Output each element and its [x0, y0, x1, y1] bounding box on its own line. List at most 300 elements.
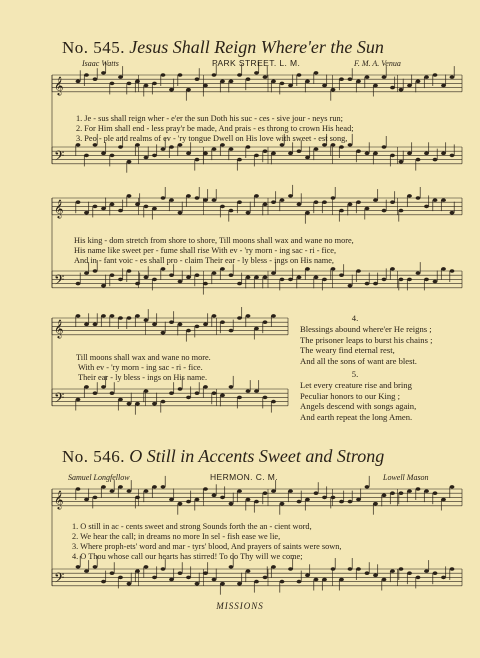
note-head [110, 391, 115, 395]
note-head [169, 198, 174, 202]
note-head [263, 396, 268, 400]
note-head [297, 149, 302, 153]
note-head [144, 276, 149, 280]
note-head [433, 280, 438, 284]
note-head [322, 496, 327, 500]
note-head [399, 567, 404, 571]
note-head [382, 578, 387, 582]
note-head [297, 203, 302, 207]
note-head [127, 489, 132, 493]
note-head [373, 502, 378, 506]
note-head [127, 316, 132, 320]
note-head [450, 75, 455, 79]
note-head [203, 323, 208, 327]
note-head [424, 75, 429, 79]
note-head [331, 267, 336, 271]
note-head [127, 269, 132, 273]
clef: 𝄢 [54, 389, 65, 409]
hymn-546-tune: HERMON. C. M. [210, 472, 279, 482]
note-head [84, 385, 89, 389]
clef: 𝄞 [54, 318, 64, 338]
note-head [101, 385, 106, 389]
note-head [373, 198, 378, 202]
note-head [365, 207, 370, 211]
note-head [280, 82, 285, 86]
note-head [186, 396, 191, 400]
note-head [246, 145, 251, 149]
clef: 𝄢 [54, 271, 65, 291]
hymn-545-s1-line2: 2. For Him shall end - less pray'r be made, And prais - es throng to crown His head; [76, 124, 354, 133]
hymn-546-line4: 4. O Thou whose call our hearts has stirred! To do Thy will we come; [72, 552, 303, 561]
note-head [356, 498, 361, 502]
note-head [441, 498, 446, 502]
note-head [356, 149, 361, 153]
note-head [407, 278, 412, 282]
note-head [331, 496, 336, 500]
hymn-545-stanza-5 [300, 369, 416, 423]
note-head [382, 278, 387, 282]
note-head [127, 82, 132, 86]
note-head [178, 387, 183, 391]
note-head [118, 145, 123, 149]
note-head [152, 154, 157, 158]
note-head [212, 578, 217, 582]
note-head [314, 200, 319, 204]
note-head [212, 391, 217, 395]
note-head [416, 80, 421, 84]
note-head [399, 491, 404, 495]
note-head [93, 391, 98, 395]
note-head [433, 571, 438, 575]
note-head [220, 496, 225, 500]
note-head [305, 80, 310, 84]
note-head [237, 73, 242, 77]
note-head [212, 271, 217, 275]
note-head [322, 200, 327, 204]
note-head [254, 389, 259, 393]
note-head [390, 200, 395, 204]
note-head [280, 278, 285, 282]
note-head [84, 569, 89, 573]
stanza-5-line: Peculiar honors to our King ; [300, 390, 401, 401]
stanza-5-line: Let every creature rise and bring [300, 379, 412, 390]
note-head [305, 156, 310, 160]
note-head [263, 491, 268, 495]
note-head [263, 75, 268, 79]
note-head [186, 194, 191, 198]
note-head [254, 194, 259, 198]
note-head [135, 314, 140, 318]
note-head [118, 278, 123, 282]
note-head [305, 574, 310, 578]
note-head [433, 198, 438, 202]
note-head [339, 500, 344, 504]
note-head [118, 75, 123, 79]
note-head [322, 278, 327, 282]
note-head [271, 271, 276, 275]
note-head [246, 389, 251, 393]
note-head [203, 571, 208, 575]
note-head [356, 567, 361, 571]
note-head [348, 567, 353, 571]
note-head [365, 152, 370, 156]
note-head [424, 278, 429, 282]
note-head [186, 152, 191, 156]
note-head [424, 489, 429, 493]
note-head [229, 147, 234, 151]
note-head [271, 200, 276, 204]
hymn-545-tune: PARK STREET. L. M. [212, 58, 301, 68]
note-head [237, 396, 242, 400]
note-head [237, 282, 242, 286]
note-head [288, 489, 293, 493]
note-head [101, 71, 106, 75]
note-head [407, 84, 412, 88]
note-head [203, 385, 208, 389]
note-head [135, 402, 140, 406]
note-head [382, 145, 387, 149]
note-head [220, 582, 225, 586]
note-head [450, 211, 455, 215]
note-head [195, 77, 200, 81]
note-head [118, 209, 123, 213]
stanza-5-number: 5. [351, 369, 359, 379]
hymn-546-line1: 1. O still in ac - cents sweet and strong Sounds forth the an - cient word, [72, 522, 312, 531]
note-head [178, 73, 183, 77]
note-head [288, 278, 293, 282]
note-head [263, 149, 268, 153]
note-head [84, 73, 89, 77]
note-head [297, 500, 302, 504]
note-head [339, 209, 344, 213]
note-head [152, 576, 157, 580]
hymn-545-s2-line2: His name like sweet per - fume shall rise With ev - 'ry morn - ing sac - ri - fice, [74, 246, 337, 255]
note-head [93, 565, 98, 569]
note-head [118, 485, 123, 489]
note-head [229, 209, 234, 213]
note-head [152, 485, 157, 489]
note-head [152, 323, 157, 327]
note-head [169, 88, 174, 92]
stanza-4-line: The prisoner leaps to burst his chains ; [300, 334, 433, 345]
hymn-546-composer: Lowell Mason [383, 473, 429, 482]
hymn-545-number: No. 545. [62, 38, 126, 57]
note-head [399, 160, 404, 164]
note-head [135, 203, 140, 207]
note-head [365, 485, 370, 489]
note-head [93, 77, 98, 81]
note-head [127, 582, 132, 586]
note-head [407, 152, 412, 156]
note-head [229, 329, 234, 333]
note-head [288, 84, 293, 88]
note-head [339, 578, 344, 582]
stanza-4-line: The weary find eternal rest, [300, 345, 395, 356]
note-head [212, 314, 217, 318]
note-head [203, 152, 208, 156]
note-head [331, 196, 336, 200]
hymn-545-s2-line3: And in - fant voic - es shall pro - claim Their ear - ly bless - ings on His name, [74, 256, 334, 265]
note-head [416, 271, 421, 275]
clef: 𝄞 [54, 198, 64, 218]
note-head [76, 565, 81, 569]
note-head [186, 276, 191, 280]
clef: 𝄞 [54, 75, 64, 95]
note-head [93, 496, 98, 500]
hymn-546-number: No. 546. [62, 447, 126, 466]
note-head [271, 80, 276, 84]
stanza-5-line: Angels descend with songs again, [300, 401, 417, 412]
note-head [399, 88, 404, 92]
note-head [161, 73, 166, 77]
note-head [382, 209, 387, 213]
note-head [203, 84, 208, 88]
note-head [118, 576, 123, 580]
note-head [424, 152, 429, 156]
clef: 𝄢 [54, 569, 65, 589]
note-head [110, 154, 115, 158]
note-head [101, 580, 106, 584]
note-head [237, 489, 242, 493]
note-head [390, 86, 395, 90]
note-head [314, 71, 319, 75]
note-head [110, 82, 115, 86]
note-head [203, 282, 208, 286]
hymn-545-s1-line3: 3. Peo - ple and realms of ev - 'ry tongue Dwell on His love with sweet - est song, [76, 134, 348, 143]
note-head [127, 194, 132, 198]
clef: 𝄢 [54, 147, 65, 167]
note-head [110, 489, 115, 493]
hymn-545-stanza-4 [300, 313, 432, 367]
note-head [305, 267, 310, 271]
note-head [416, 487, 421, 491]
note-head [416, 196, 421, 200]
note-head [220, 80, 225, 84]
note-head [246, 314, 251, 318]
hymn-545-s3-line2: With ev - 'ry morn - ing sac - ri - fice. [78, 363, 203, 372]
note-head [186, 88, 191, 92]
note-head [76, 398, 81, 402]
note-head [339, 145, 344, 149]
note-head [76, 200, 81, 204]
page-footer: MISSIONS [216, 601, 264, 611]
note-head [297, 276, 302, 280]
note-head [127, 160, 132, 164]
note-head [212, 147, 217, 151]
note-head [399, 278, 404, 282]
note-head [229, 385, 234, 389]
note-head [263, 276, 268, 280]
note-head [220, 320, 225, 324]
note-head [152, 278, 157, 282]
note-head [314, 276, 319, 280]
note-head [93, 269, 98, 273]
note-head [246, 498, 251, 502]
hymn-546-line2: 2. We hear the call; in dreams no more In sel - fish ease we lie, [72, 532, 281, 541]
note-head [195, 196, 200, 200]
note-head [186, 500, 191, 504]
note-head [348, 77, 353, 81]
note-head [365, 282, 370, 286]
note-head [161, 267, 166, 271]
note-head [246, 77, 251, 81]
note-head [382, 494, 387, 498]
note-head [76, 80, 81, 84]
note-head [135, 282, 140, 286]
note-head [365, 75, 370, 79]
note-head [237, 582, 242, 586]
note-head [339, 77, 344, 81]
note-head [161, 400, 166, 404]
note-head [203, 487, 208, 491]
note-head [390, 154, 395, 158]
note-head [441, 84, 446, 88]
note-head [314, 147, 319, 151]
note-head [416, 158, 421, 162]
note-head [271, 489, 276, 493]
note-head [101, 284, 106, 288]
note-head [288, 194, 293, 198]
note-head [84, 323, 89, 327]
note-head [186, 576, 191, 580]
stanza-5-line: And earth repeat the long Amen. [300, 412, 413, 423]
note-head [161, 147, 166, 151]
note-head [322, 84, 327, 88]
note-head [348, 500, 353, 504]
note-head [161, 331, 166, 335]
note-head [144, 565, 149, 569]
note-head [348, 143, 353, 147]
note-head [254, 327, 259, 331]
note-head [450, 269, 455, 273]
note-head [93, 323, 98, 327]
note-head [76, 314, 81, 318]
note-head [254, 71, 259, 75]
note-head [382, 75, 387, 79]
note-head [195, 158, 200, 162]
note-head [356, 80, 361, 84]
note-head [390, 491, 395, 495]
note-head [416, 576, 421, 580]
note-head [441, 576, 446, 580]
note-head [76, 487, 81, 491]
note-head [356, 200, 361, 204]
note-head [288, 152, 293, 156]
note-head [271, 314, 276, 318]
hymn-545-composer: F. M. A. Venua [354, 59, 401, 68]
note-head [246, 211, 251, 215]
note-head [161, 196, 166, 200]
note-head [229, 80, 234, 84]
note-head [390, 569, 395, 573]
stanza-4-line: And all the sons of want are blest. [300, 356, 417, 367]
note-head [305, 498, 310, 502]
note-head [178, 280, 183, 284]
note-head [254, 154, 259, 158]
note-head [110, 571, 115, 575]
note-head [178, 571, 183, 575]
note-head [144, 389, 149, 393]
note-head [84, 154, 89, 158]
note-head [365, 571, 370, 575]
note-head [254, 500, 259, 504]
note-head [441, 198, 446, 202]
hymn-545-s3-line3: Their ear - ly bless - ings on His name. [78, 373, 208, 382]
note-head [135, 496, 140, 500]
note-head [331, 88, 336, 92]
note-head [152, 207, 157, 211]
note-head [450, 567, 455, 571]
note-head [263, 203, 268, 207]
note-head [280, 502, 285, 506]
note-head [314, 491, 319, 495]
note-head [407, 194, 412, 198]
note-head [433, 73, 438, 77]
note-head [169, 145, 174, 149]
note-head [169, 273, 174, 277]
note-head [110, 203, 115, 207]
note-head [212, 198, 217, 202]
note-head [331, 567, 336, 571]
note-head [144, 84, 149, 88]
note-head [237, 200, 242, 204]
note-head [237, 158, 242, 162]
note-head [169, 391, 174, 395]
note-head [424, 205, 429, 209]
note-head [339, 273, 344, 277]
note-head [297, 580, 302, 584]
hymn-545-s3-line1: Till moons shall wax and wane no more. [76, 353, 211, 362]
note-head [407, 571, 412, 575]
note-head [263, 576, 268, 580]
note-head [271, 152, 276, 156]
stanza-4-line: Blessings abound where'er He reigns ; [300, 323, 432, 334]
note-head [450, 485, 455, 489]
note-head [144, 489, 149, 493]
note-head [246, 569, 251, 573]
note-head [169, 320, 174, 324]
note-head [110, 273, 115, 277]
note-head [152, 82, 157, 86]
note-head [84, 271, 89, 275]
note-head [212, 73, 217, 77]
note-head [246, 276, 251, 280]
hymn-546-title: O Still in Accents Sweet and Strong [129, 446, 385, 466]
note-head [161, 567, 166, 571]
note-head [433, 491, 438, 495]
note-head [314, 578, 319, 582]
note-head [229, 502, 234, 506]
note-head [390, 267, 395, 271]
note-head [178, 323, 183, 327]
note-head [178, 211, 183, 215]
stanza-4-number: 4. [351, 313, 359, 323]
note-head [195, 391, 200, 395]
note-head [144, 156, 149, 160]
note-head [212, 494, 217, 498]
note-head [407, 489, 412, 493]
note-head [195, 325, 200, 329]
note-head [152, 402, 157, 406]
note-head [271, 565, 276, 569]
note-head [135, 569, 140, 573]
note-head [195, 273, 200, 277]
note-head [373, 574, 378, 578]
note-head [288, 567, 293, 571]
note-head [450, 154, 455, 158]
note-head [84, 498, 89, 502]
note-head [373, 282, 378, 286]
